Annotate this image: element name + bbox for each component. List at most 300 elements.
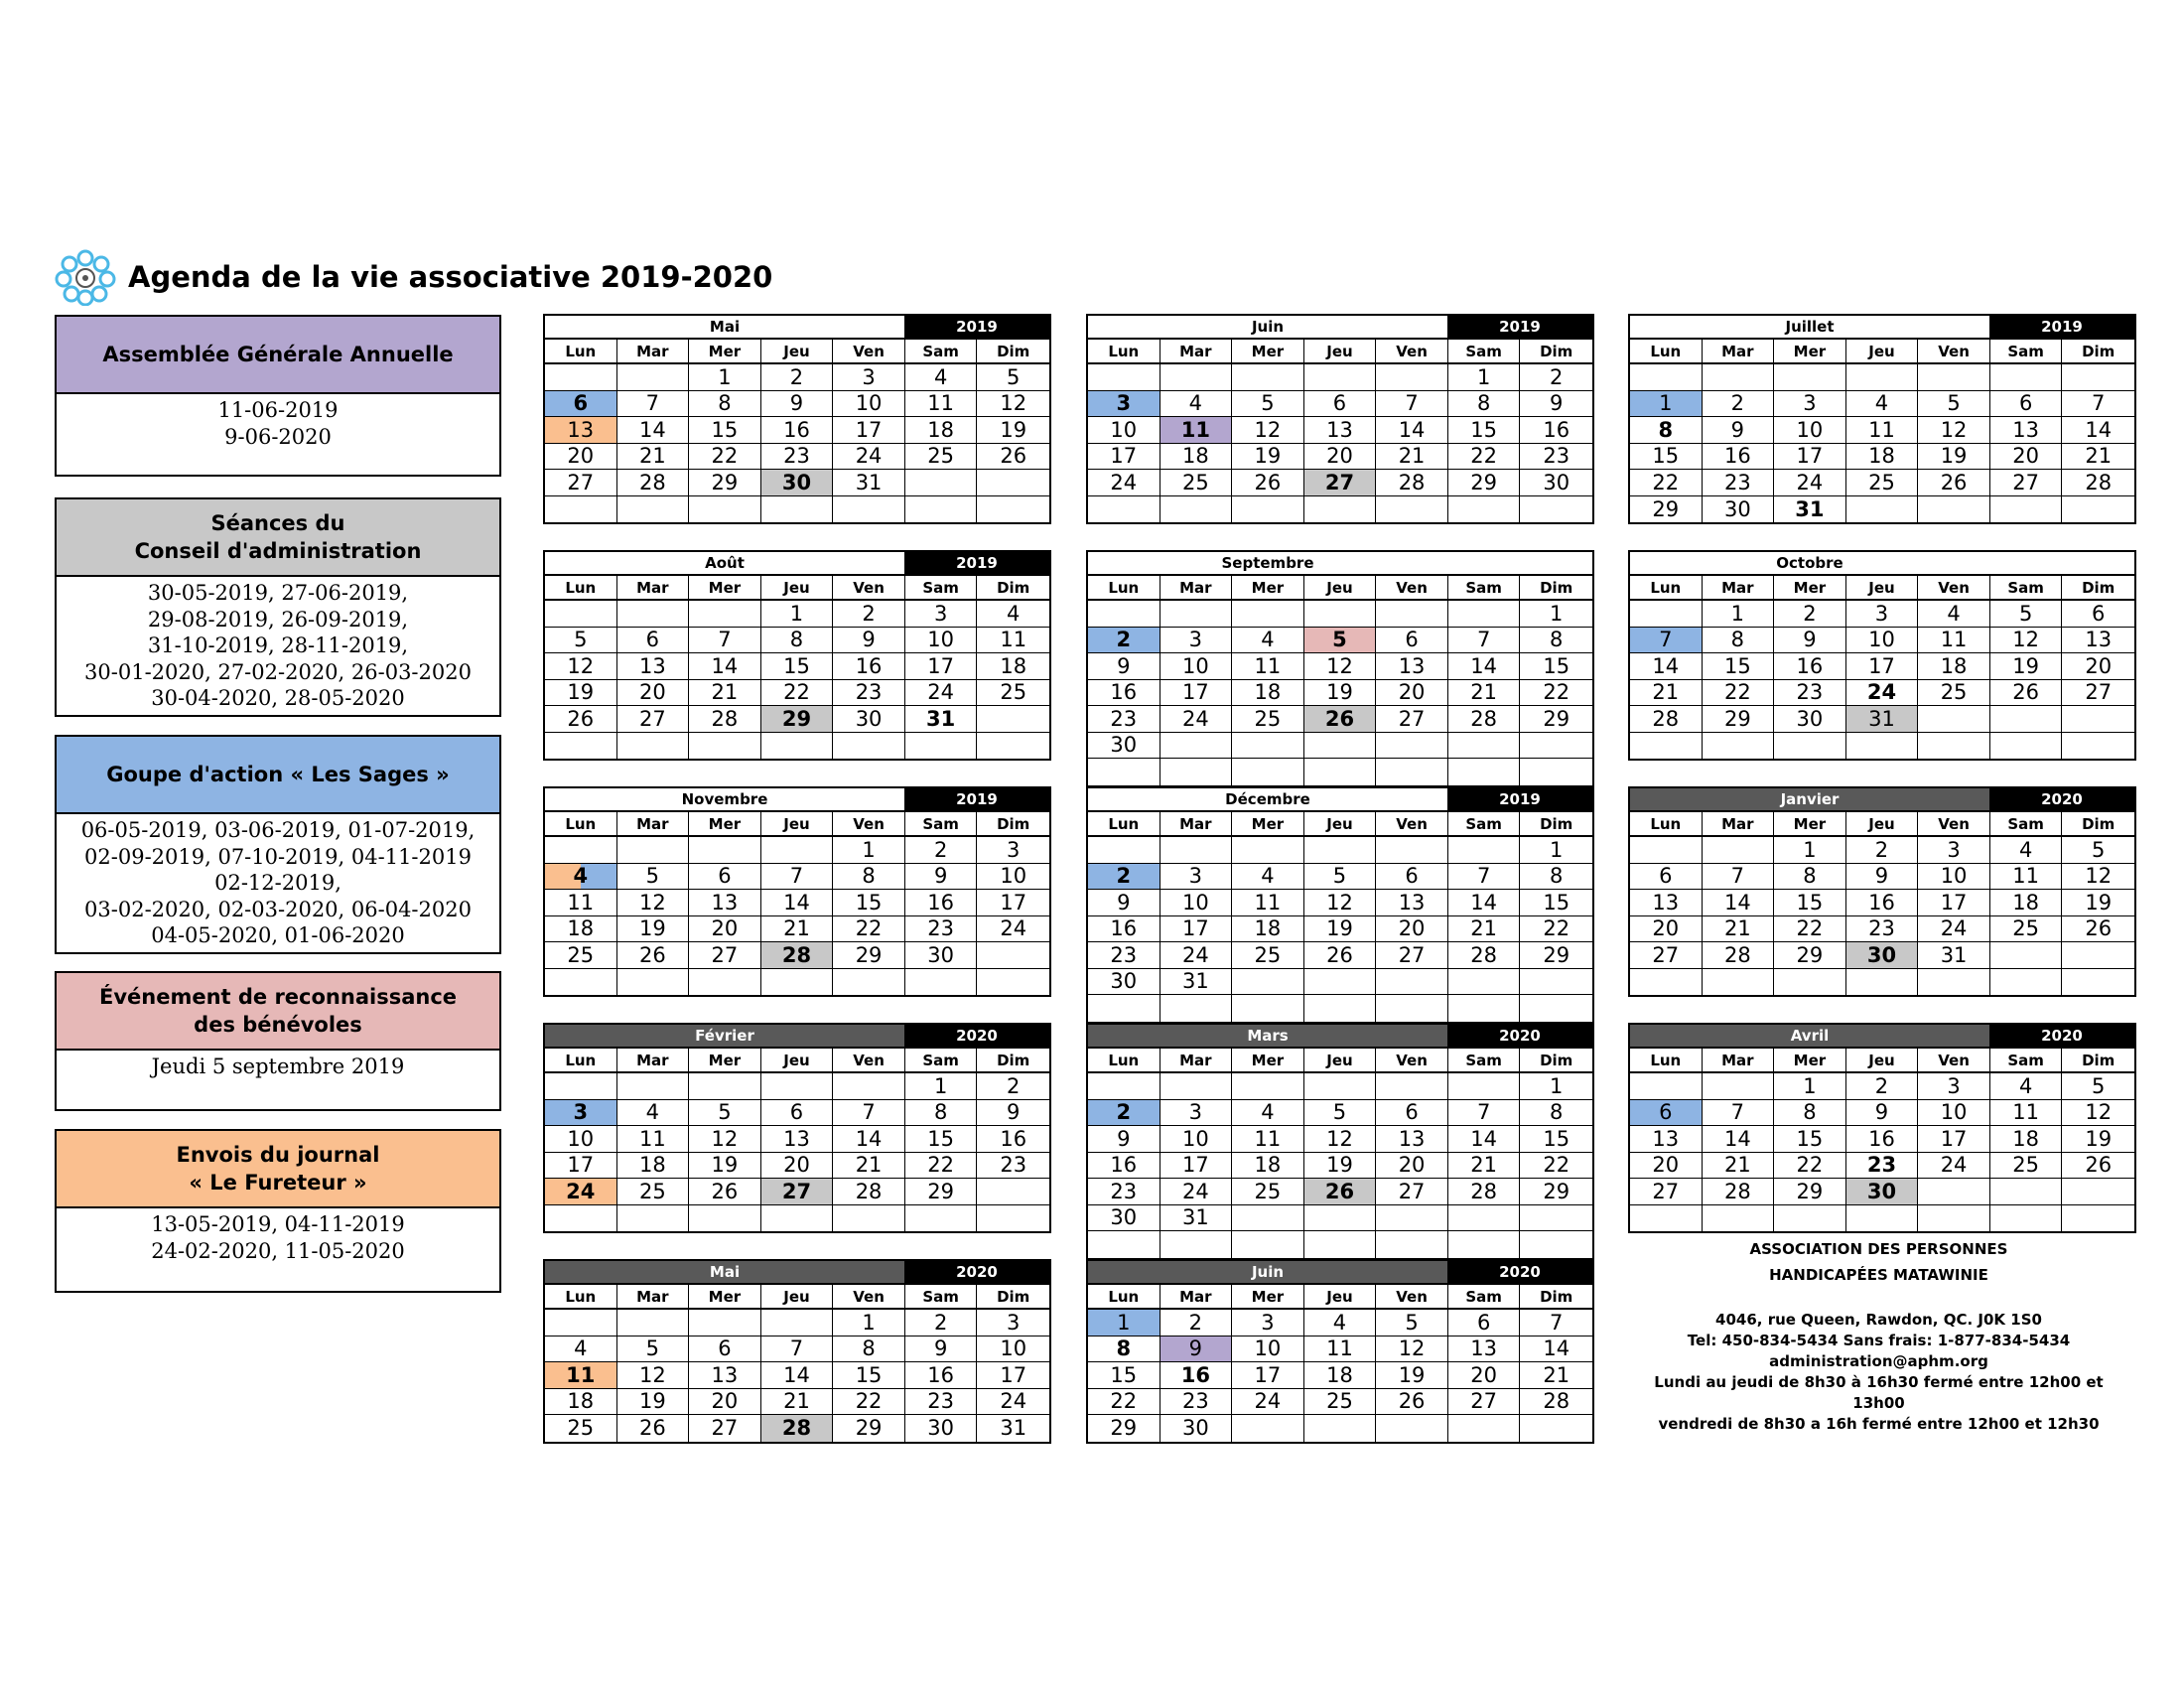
day-cell: 23 [1088, 942, 1160, 969]
month-calendar [1628, 550, 2136, 761]
day-cell [1304, 969, 1377, 996]
day-cell: 2 [977, 1073, 1049, 1100]
day-grid [545, 364, 1049, 522]
day-cell [689, 969, 761, 996]
legend-date-line: 9-06-2020 [224, 424, 332, 449]
day-cell [1918, 1205, 1990, 1232]
weekday-label: Dim [1540, 1051, 1573, 1069]
weekday-label: Sam [1990, 812, 2063, 835]
day-cell: 10 [905, 628, 978, 654]
day-cell: 23 [905, 1389, 978, 1416]
day-cell: 17 [977, 1362, 1049, 1389]
day-cell [1774, 364, 1846, 391]
day-cell: 14 [1703, 1126, 1775, 1153]
day-cell: 24 [1160, 1179, 1233, 1205]
day-cell [1232, 364, 1304, 391]
day-cell: 8 [689, 391, 761, 418]
day-cell: 23 [1703, 470, 1775, 496]
weekday-label: Dim [1540, 342, 1573, 360]
weekday-label: Dim [997, 578, 1030, 597]
weekday-label: Mer [1232, 576, 1304, 599]
day-cell [1990, 969, 2063, 996]
weekday-label: Ven [833, 340, 905, 362]
month-name: Septembre [1221, 554, 1314, 572]
day-cell: 7 [1448, 628, 1521, 654]
day-cell: 17 [1088, 444, 1160, 471]
day-cell: 29 [1520, 1179, 1592, 1205]
day-cell [1918, 733, 1990, 760]
day-cell: 25 [1232, 1179, 1304, 1205]
month-name: Mai [545, 1261, 904, 1283]
day-cell [977, 1179, 1049, 1205]
month-header [545, 1261, 1049, 1285]
day-cell [1088, 837, 1160, 864]
day-cell [1160, 601, 1233, 628]
weekday-label: Ven [833, 1049, 905, 1071]
day-cell: 22 [1520, 1153, 1592, 1180]
day-cell: 14 [2062, 417, 2134, 444]
month-year: 2020 [1447, 1025, 1592, 1047]
month-header [1088, 552, 1592, 576]
day-cell: 25 [1232, 706, 1304, 733]
month-calendar [1086, 550, 1594, 787]
day-cell: 16 [1520, 417, 1592, 444]
weekday-label: Sam [1448, 812, 1521, 835]
day-cell [1232, 1073, 1304, 1100]
weekday-label: Sam [905, 1285, 978, 1308]
day-cell: 15 [905, 1126, 978, 1153]
month-year: 2019 [1447, 316, 1592, 338]
day-cell: 16 [1846, 1126, 1919, 1153]
day-cell [761, 1073, 834, 1100]
day-cell: 1 [1520, 837, 1592, 864]
day-cell: 1 [833, 837, 905, 864]
day-cell: 2 [1088, 1100, 1160, 1127]
day-cell: 18 [1232, 916, 1304, 943]
weekday-label: Lun [545, 1049, 617, 1071]
day-cell: 1 [1774, 837, 1846, 864]
day-cell [1630, 1073, 1703, 1100]
day-cell [833, 969, 905, 996]
day-cell: 25 [1918, 680, 1990, 707]
month-calendar [1086, 786, 1594, 1024]
legend-dates [57, 1208, 499, 1291]
day-cell: 15 [1520, 890, 1592, 916]
day-cell [761, 1310, 834, 1336]
day-cell: 4 [1232, 628, 1304, 654]
day-cell: 4 [1232, 1100, 1304, 1127]
day-cell: 6 [1376, 1100, 1448, 1127]
day-cell: 4 [545, 1336, 617, 1363]
month-calendar [543, 786, 1051, 997]
day-cell: 26 [617, 942, 690, 969]
day-cell [1088, 364, 1160, 391]
day-cell [617, 364, 690, 391]
day-cell [1448, 837, 1521, 864]
day-cell: 3 [977, 837, 1049, 864]
day-cell [689, 601, 761, 628]
day-cell [1990, 364, 2063, 391]
day-cell: 24 [905, 680, 978, 707]
day-cell: 12 [1304, 1126, 1377, 1153]
day-cell [1703, 733, 1775, 760]
day-cell [1448, 601, 1521, 628]
day-cell [1703, 837, 1775, 864]
day-cell: 4 [977, 601, 1049, 628]
day-cell: 2 [1088, 628, 1160, 654]
day-cell: 16 [1088, 680, 1160, 707]
day-cell: 14 [617, 417, 690, 444]
day-cell: 13 [1376, 653, 1448, 680]
day-cell: 20 [1304, 444, 1377, 471]
day-cell [1304, 733, 1377, 760]
day-cell: 10 [1846, 628, 1919, 654]
day-cell [977, 1205, 1049, 1232]
day-cell: 19 [1918, 444, 1990, 471]
weekday-label: Mer [1232, 1285, 1304, 1308]
day-cell: 7 [689, 628, 761, 654]
day-cell: 29 [905, 1179, 978, 1205]
day-cell: 5 [1990, 601, 2063, 628]
day-cell: 21 [617, 444, 690, 471]
month-year: 2019 [904, 788, 1049, 810]
day-cell: 9 [1846, 864, 1919, 891]
day-cell [1088, 1231, 1160, 1258]
weekday-label: Jeu [1304, 1285, 1377, 1308]
day-cell: 29 [833, 1415, 905, 1442]
day-cell: 10 [1918, 1100, 1990, 1127]
weekday-header [1630, 812, 2134, 837]
day-cell: 30 [1088, 969, 1160, 996]
day-cell: 5 [1376, 1310, 1448, 1336]
day-cell: 13 [1376, 890, 1448, 916]
weekday-label: Mar [1703, 1049, 1775, 1071]
day-cell: 3 [1160, 628, 1233, 654]
day-cell [617, 1205, 690, 1232]
day-cell: 24 [1918, 916, 1990, 943]
day-cell: 28 [761, 1415, 834, 1442]
day-cell: 11 [1846, 417, 1919, 444]
day-cell [1774, 1205, 1846, 1232]
day-cell [1376, 1205, 1448, 1232]
day-cell: 27 [1304, 470, 1377, 496]
day-cell: 24 [977, 916, 1049, 943]
day-cell: 29 [1630, 496, 1703, 523]
weekday-label: Jeu [761, 1285, 834, 1308]
weekday-label: Mer [689, 576, 761, 599]
day-cell [545, 1073, 617, 1100]
weekday-label: Jeu [1846, 812, 1919, 835]
weekday-label: Dim [997, 814, 1030, 833]
weekday-header [545, 1049, 1049, 1073]
day-cell: 21 [1376, 444, 1448, 471]
day-cell: 13 [1304, 417, 1377, 444]
day-cell: 5 [1304, 1100, 1377, 1127]
day-cell [1232, 995, 1304, 1022]
day-cell: 22 [1448, 444, 1521, 471]
day-cell [905, 733, 978, 760]
legend-date-line: 30-04-2020, 28-05-2020 [151, 686, 405, 710]
month-name: Avril [1630, 1025, 1989, 1047]
association-logo-icon [55, 248, 116, 306]
day-cell [617, 837, 690, 864]
day-cell [1088, 995, 1160, 1022]
day-cell: 12 [2062, 1100, 2134, 1127]
weekday-label: Sam [905, 340, 978, 362]
day-cell: 6 [1630, 1100, 1703, 1127]
day-cell: 6 [689, 864, 761, 891]
legend-heading [57, 1131, 499, 1208]
day-cell: 27 [617, 706, 690, 733]
day-cell [1990, 1205, 2063, 1232]
day-cell [1232, 733, 1304, 760]
day-cell: 7 [761, 864, 834, 891]
legend-heading-line: « Le Fureteur » [189, 1171, 367, 1195]
day-cell [1304, 995, 1377, 1022]
month-year: 2020 [904, 1025, 1049, 1047]
day-cell: 29 [1520, 942, 1592, 969]
day-cell: 7 [1520, 1310, 1592, 1336]
day-cell: 15 [1520, 1126, 1592, 1153]
day-cell: 18 [617, 1153, 690, 1180]
day-cell: 25 [617, 1179, 690, 1205]
day-cell: 24 [977, 1389, 1049, 1416]
day-cell: 23 [1088, 1179, 1160, 1205]
day-cell: 2 [1703, 391, 1775, 418]
legend-date-line: 04-05-2020, 01-06-2020 [151, 923, 405, 947]
month-calendar [1628, 1023, 2136, 1233]
weekday-label: Lun [1630, 1049, 1703, 1071]
day-cell: 27 [1448, 1389, 1521, 1416]
day-cell [1520, 759, 1592, 785]
day-cell: 2 [1520, 364, 1592, 391]
day-cell: 15 [1448, 417, 1521, 444]
day-cell: 31 [1000, 1416, 1027, 1441]
legend-heading-line: Conseil d'administration [134, 539, 422, 563]
day-cell: 6 [1376, 628, 1448, 654]
legend-date-line: 02-09-2019, 07-10-2019, 04-11-2019 [84, 844, 472, 869]
month-calendar [1086, 1259, 1594, 1444]
day-cell: 29 [1774, 1179, 1846, 1205]
legend-heading-line: Événement de reconnaissance [98, 985, 458, 1009]
day-cell: 2 [833, 601, 905, 628]
month-header [1630, 788, 2134, 812]
day-cell: 27 [1376, 706, 1448, 733]
day-cell: 17 [905, 653, 978, 680]
day-cell: 27 [1630, 942, 1703, 969]
weekday-label: Jeu [1846, 576, 1919, 599]
weekday-label: Mar [617, 812, 690, 835]
day-cell: 25 [1232, 942, 1304, 969]
day-cell: 22 [1520, 916, 1592, 943]
day-cell: 15 [761, 653, 834, 680]
day-cell: 15 [1520, 653, 1592, 680]
day-cell: 17 [1160, 680, 1233, 707]
day-cell [2062, 706, 2134, 733]
day-cell: 1 [1520, 601, 1592, 628]
weekday-label: Dim [2082, 814, 2116, 833]
day-cell: 6 [545, 391, 617, 418]
day-cell: 5 [689, 1100, 761, 1127]
day-cell: 12 [1232, 417, 1304, 444]
day-grid [545, 601, 1049, 759]
day-cell: 26 [545, 706, 617, 733]
month-name: Juillet [1785, 318, 1835, 336]
month-name: Janvier [1630, 788, 1989, 810]
day-cell: 26 [689, 1179, 761, 1205]
day-cell: 20 [1376, 680, 1448, 707]
weekday-label: Mar [617, 340, 690, 362]
day-cell: 9 [1088, 890, 1160, 916]
weekday-label: Sam [1448, 1049, 1521, 1071]
day-cell: 7 [1703, 1100, 1775, 1127]
month-header [545, 316, 1049, 340]
day-cell [1448, 969, 1521, 996]
day-cell [1448, 733, 1521, 760]
legend-date-line: 29-08-2019, 26-09-2019, [147, 607, 409, 632]
day-cell: 17 [1918, 890, 1990, 916]
day-cell: 21 [689, 680, 761, 707]
legend-date-line: 03-02-2020, 02-03-2020, 06-04-2020 [84, 897, 472, 921]
day-cell: 22 [833, 916, 905, 943]
day-cell [2062, 733, 2134, 760]
day-cell: 15 [833, 890, 905, 916]
day-cell [545, 969, 617, 996]
day-cell: 22 [1520, 680, 1592, 707]
day-cell: 19 [1304, 1153, 1377, 1180]
day-cell: 13 [761, 1126, 834, 1153]
weekday-label: Jeu [1304, 812, 1377, 835]
day-cell [545, 364, 617, 391]
day-cell [1846, 496, 1919, 523]
day-cell: 27 [689, 1415, 761, 1442]
day-cell [1304, 496, 1377, 523]
day-cell: 12 [1918, 417, 1990, 444]
day-cell: 18 [977, 653, 1049, 680]
day-cell: 24 [1160, 942, 1233, 969]
day-cell: 26 [2062, 1153, 2134, 1180]
weekday-label: Sam [1990, 576, 2063, 599]
day-cell: 20 [1630, 916, 1703, 943]
weekday-label: Sam [905, 576, 978, 599]
day-grid [545, 837, 1049, 995]
day-cell: 29 [833, 942, 905, 969]
day-cell: 14 [761, 1362, 834, 1389]
day-cell [1376, 1415, 1448, 1442]
day-cell [1448, 1231, 1521, 1258]
month-calendar [543, 314, 1051, 524]
weekday-label: Sam [1990, 340, 2063, 362]
day-grid [1088, 837, 1592, 1022]
day-cell [2062, 496, 2134, 523]
day-cell: 23 [1846, 1153, 1919, 1180]
day-cell: 3 [905, 601, 978, 628]
day-cell: 1 [905, 1073, 978, 1100]
day-cell: 22 [1774, 916, 1846, 943]
day-cell [1376, 759, 1448, 785]
day-cell: 29 [689, 470, 761, 496]
day-grid [1088, 1310, 1592, 1442]
weekday-label: Jeu [761, 812, 834, 835]
day-cell: 16 [905, 1362, 978, 1389]
weekday-label: Jeu [1846, 340, 1919, 362]
day-grid [1088, 364, 1592, 522]
day-cell: 31 [1774, 496, 1846, 523]
day-cell: 5 [545, 628, 617, 654]
day-cell: 16 [1703, 444, 1775, 471]
day-cell: 5 [977, 364, 1049, 391]
day-cell: 5 [1304, 628, 1377, 654]
weekday-label: Mer [1774, 576, 1846, 599]
day-cell: 27 [2062, 680, 2134, 707]
day-cell: 16 [1774, 653, 1846, 680]
organization-info [1628, 1236, 2129, 1435]
weekday-header [1088, 1049, 1592, 1073]
day-cell [977, 496, 1049, 523]
org-phone: Tel: 450-834-5434 Sans frais: 1-877-834-5434 [1687, 1332, 2071, 1349]
day-cell: 20 [689, 916, 761, 943]
day-cell [1990, 706, 2063, 733]
day-cell: 13 [1376, 1126, 1448, 1153]
day-cell: 27 [545, 470, 617, 496]
day-cell: 6 [689, 1336, 761, 1363]
day-cell [1774, 733, 1846, 760]
day-cell: 23 [977, 1153, 1049, 1180]
day-cell [1774, 969, 1846, 996]
day-cell: 4 [545, 864, 617, 891]
day-cell: 11 [545, 890, 617, 916]
day-cell [833, 1205, 905, 1232]
legend-heading [57, 499, 499, 577]
month-header [1088, 1025, 1592, 1049]
day-cell: 28 [1448, 1179, 1521, 1205]
day-cell: 21 [1703, 916, 1775, 943]
day-cell: 27 [689, 942, 761, 969]
day-grid [545, 1310, 1049, 1442]
weekday-label: Mer [1774, 812, 1846, 835]
day-cell [1160, 759, 1233, 785]
day-cell [545, 837, 617, 864]
day-cell: 9 [977, 1100, 1049, 1127]
day-cell: 21 [1448, 680, 1521, 707]
day-cell: 9 [905, 864, 978, 891]
day-cell: 6 [1448, 1310, 1521, 1336]
day-cell: 8 [1448, 391, 1521, 418]
month-name: Mars [1088, 1025, 1447, 1047]
legend-box [55, 971, 501, 1111]
day-cell: 21 [833, 1153, 905, 1180]
day-cell: 5 [2062, 837, 2134, 864]
day-cell [689, 1205, 761, 1232]
org-name-line-2: HANDICAPÉES MATAWINIE [1769, 1266, 1988, 1284]
day-cell: 30 [1088, 733, 1160, 760]
day-cell: 20 [617, 680, 690, 707]
day-cell: 20 [689, 1389, 761, 1416]
day-cell: 18 [1990, 1126, 2063, 1153]
day-cell [1088, 601, 1160, 628]
day-cell: 13 [689, 890, 761, 916]
day-cell: 4 [617, 1100, 690, 1127]
day-cell [1232, 496, 1304, 523]
day-cell: 15 [1630, 444, 1703, 471]
legend-heading-line: des bénévoles [194, 1013, 362, 1037]
day-cell: 11 [617, 1126, 690, 1153]
weekday-label: Sam [1448, 576, 1521, 599]
day-cell: 28 [1630, 706, 1703, 733]
day-cell: 2 [761, 364, 834, 391]
day-cell [1160, 1073, 1233, 1100]
day-cell: 28 [617, 470, 690, 496]
